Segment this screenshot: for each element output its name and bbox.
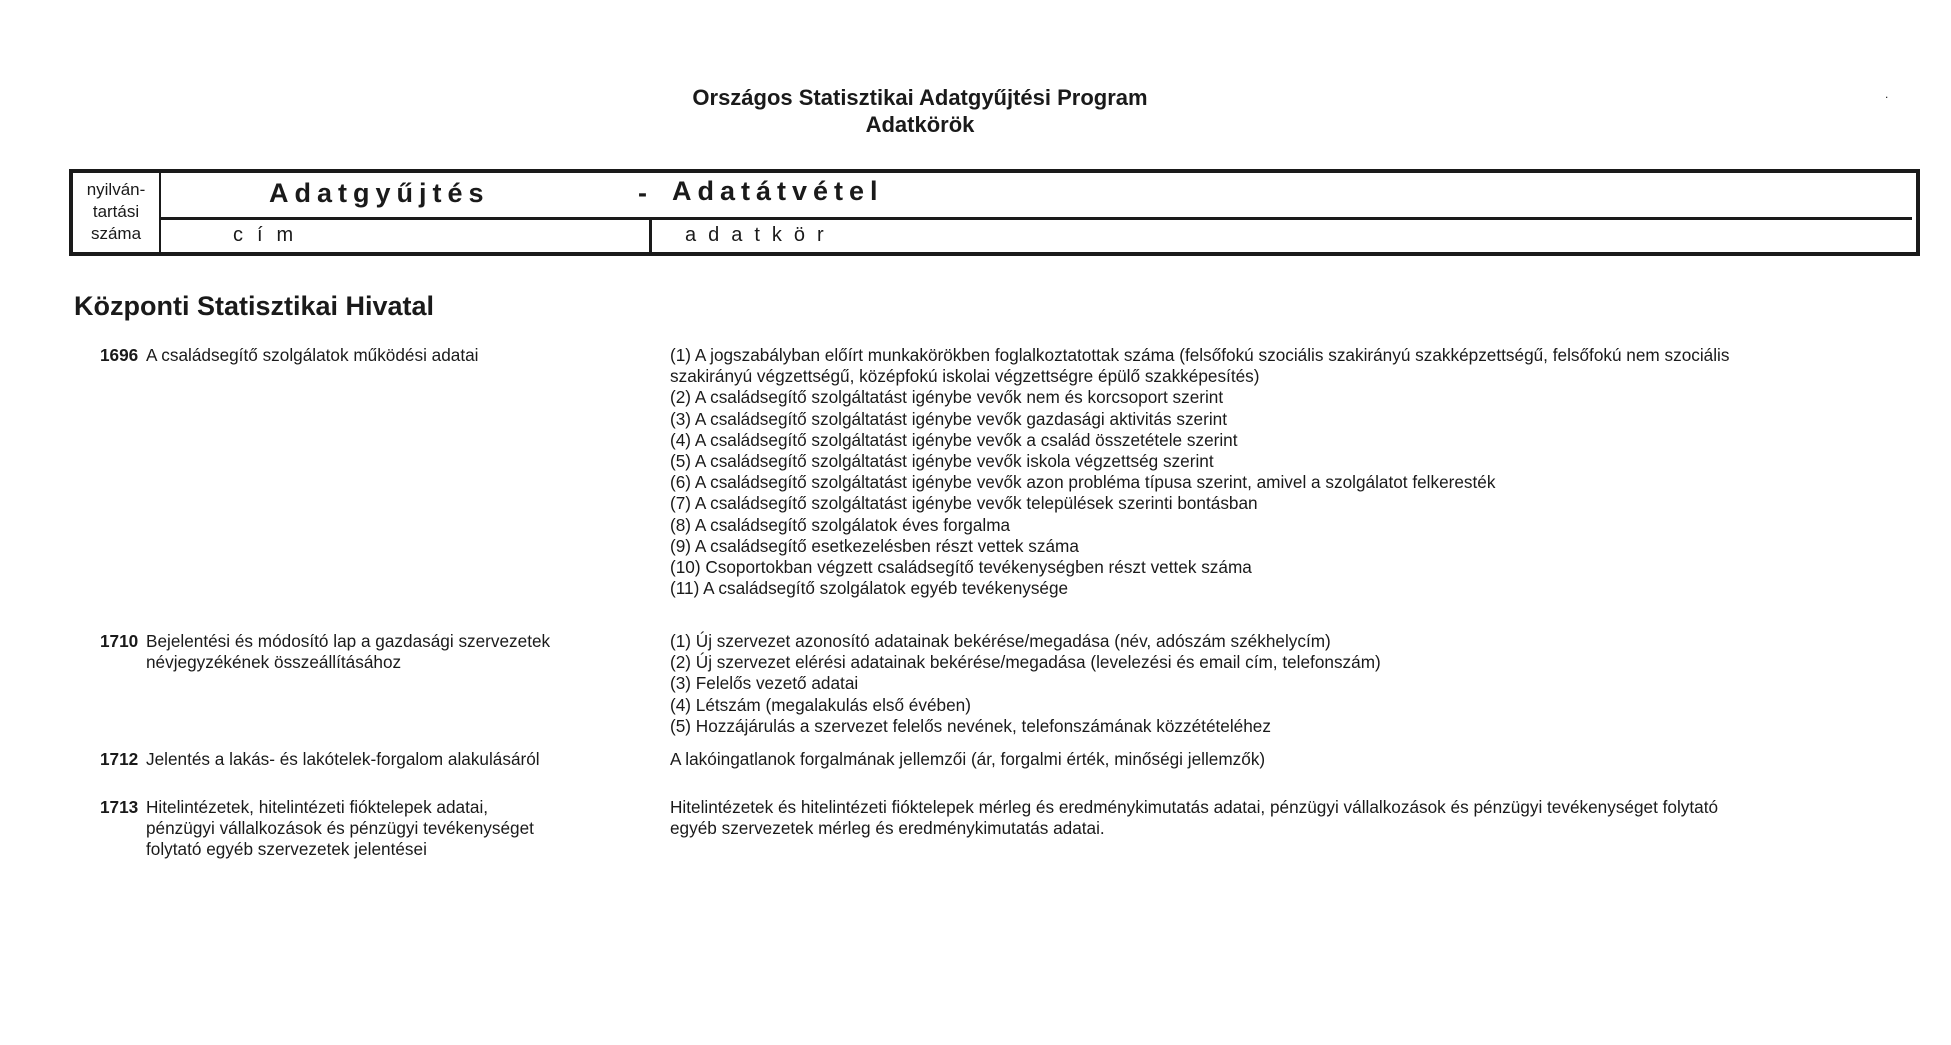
- entry-name-line: folytató egyéb szervezetek jelentései: [146, 839, 427, 860]
- entry-name: [146, 631, 606, 673]
- entry-data-items: [670, 631, 1900, 737]
- transfer-heading: Adatátvétel: [672, 176, 884, 206]
- entry-1710: [0, 631, 1951, 749]
- entry-name-line: Bejelentési és módosító lap a gazdasági szervezetek: [146, 631, 551, 651]
- data-item-line: A lakóingatlanok forgalmának jellemzői (ár, forgalmi érték, minőségi jellemzők): [670, 749, 1266, 769]
- data-item-line: Hitelintézetek és hitelintézeti fióktelepek mérleg és eredménykimutatás adatai, pénzügyi vállalkozások és pénzügyi tevékenységet folytató: [670, 797, 1719, 817]
- registry-label-line-1: nyilván-: [86, 180, 146, 199]
- data-item-line: (8) A családsegítő szolgálatok éves forgalma: [670, 514, 1011, 535]
- organization-heading: Központi Statisztikai Hivatal: [74, 291, 435, 321]
- entry-data-items: [670, 749, 1900, 770]
- corner-mark: .: [1885, 87, 1889, 101]
- data-item-line: (2) Új szervezet elérési adatainak bekérése/megadása (levelezési és email cím, telefonszám): [670, 652, 1381, 673]
- data-item-line: (10) Csoportokban végzett családsegítő tevékenységben részt vettek száma: [670, 557, 1252, 578]
- data-item-line: (6) A családsegítő szolgáltatást igénybe vevők azon probléma típusa szerint, amivel a szolgálatot felkeresték: [670, 472, 1496, 493]
- data-item-line: (5) Hozzájárulás a szervezet felelős nevének, telefonszámának közzétételéhez: [670, 715, 1271, 736]
- entry-name: [146, 797, 606, 861]
- registry-number-label: [73, 173, 161, 252]
- data-item-line: (7) A családsegítő szolgáltatást igénybe vevők települések szerinti bontásban: [670, 493, 1258, 514]
- entry-list: [0, 345, 1951, 897]
- data-item-line: (3) A családsegítő szolgáltatást igénybe vevők gazdasági aktivitás szerint: [670, 408, 1227, 429]
- entry-number: 1712: [100, 749, 139, 769]
- registry-label-line-3: száma: [90, 224, 142, 243]
- data-item-line: (4) Létszám (megalakulás első évében): [670, 694, 971, 715]
- data-item-line: (2) A családsegítő szolgáltatást igénybe vevők nem és korcsoport szerint: [670, 387, 1224, 408]
- data-item-line: (1) A jogszabályban előírt munkakörökben foglalkoztatottak száma (felsőfokú szociális szakirányú szakképzettségű, felsőfokú nem szociális: [670, 345, 1730, 365]
- header-divider-vertical: [649, 219, 652, 252]
- entry-1712: [0, 749, 1951, 797]
- title-column-label: cím: [233, 224, 308, 246]
- data-item-line: (11) A családsegítő szolgálatok egyéb tevékenysége: [670, 578, 1069, 599]
- entry-1696: [0, 345, 1951, 631]
- data-item-line: (9) A családsegítő esetkezelésben részt vettek száma: [670, 535, 1079, 556]
- entry-number: 1713: [100, 797, 139, 817]
- data-item-line: (5) A családsegítő szolgáltatást igénybe vevők iskola végzettség szerint: [670, 451, 1214, 472]
- section-subtitle: Adatkörök: [865, 112, 975, 137]
- header-divider-horizontal: [161, 217, 1912, 220]
- entry-name: [146, 749, 606, 770]
- registry-label-line-2: tartási: [92, 202, 140, 221]
- data-item-line: szakirányú végzettségű, középfokú iskolai végzettségre épülő szakképesítés): [670, 366, 1260, 387]
- program-title: Országos Statisztikai Adatgyűjtési Program: [692, 85, 1148, 110]
- column-header-box: [69, 169, 1920, 256]
- entry-number: 1710: [100, 631, 139, 651]
- data-scope-column-label: adatkör: [685, 224, 836, 246]
- entry-name-line: pénzügyi vállalkozások és pénzügyi tevékenységet: [146, 818, 534, 839]
- heading-separator: -: [638, 178, 647, 208]
- data-item-line: (3) Felelős vezető adatai: [670, 673, 859, 694]
- entry-name: [146, 345, 606, 366]
- data-item-line: (1) Új szervezet azonosító adatainak bekérése/megadása (név, adószám székhelycím): [670, 631, 1331, 651]
- entry-name-line: névjegyzékének összeállításához: [146, 652, 402, 673]
- entry-data-items: [670, 797, 1900, 839]
- data-item-line: (4) A családsegítő szolgáltatást igénybe vevők a család összetétele szerint: [670, 429, 1238, 450]
- entry-data-items: [670, 345, 1900, 599]
- entry-name-line: Hitelintézetek, hitelintézeti fióktelepek adatai,: [146, 797, 489, 817]
- entry-1713: [0, 797, 1951, 897]
- entry-name-line: A családsegítő szolgálatok működési adatai: [146, 345, 479, 365]
- document-title: [0, 84, 1840, 138]
- data-item-line: egyéb szervezetek mérleg és eredménykimutatás adatai.: [670, 818, 1105, 839]
- entry-number: 1696: [100, 345, 139, 365]
- entry-name-line: Jelentés a lakás- és lakótelek-forgalom alakulásáról: [146, 749, 540, 769]
- collection-heading: Adatgyűjtés: [269, 178, 490, 208]
